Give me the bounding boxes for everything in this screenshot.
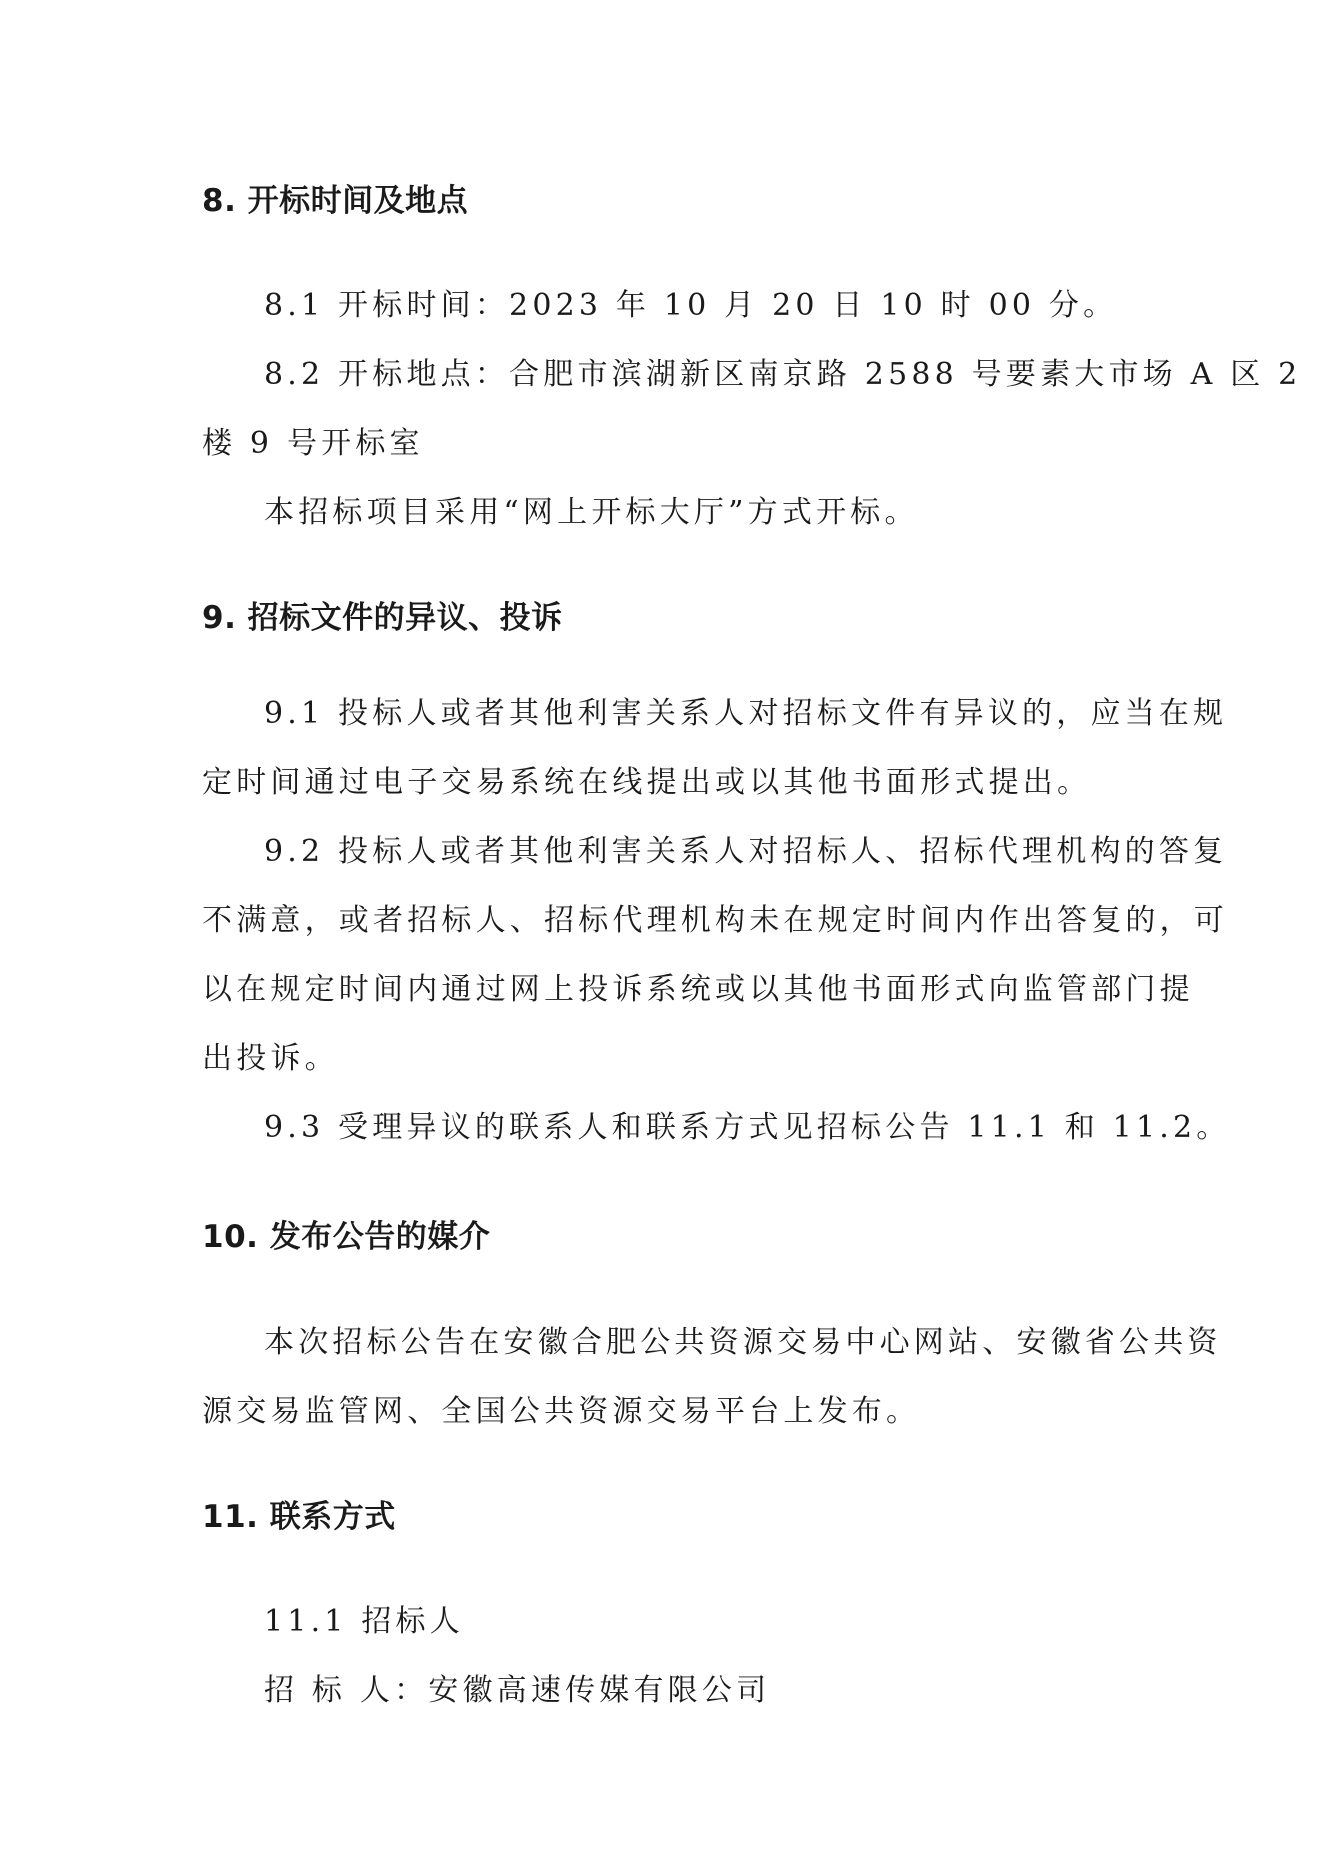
paragraph-line: 不满意，或者招标人、招标代理机构未在规定时间内作出答复的，可 bbox=[202, 903, 1228, 938]
section-heading-8: 8. 开标时间及地点 bbox=[202, 183, 469, 219]
paragraph-line: 定时间通过电子交易系统在线提出或以其他书面形式提出。 bbox=[202, 765, 1092, 800]
paragraph-line: 招 标 人：安徽高速传媒有限公司 bbox=[264, 1673, 771, 1708]
paragraph-line: 8.2 开标地点：合肥市滨湖新区南京路 2588 号要素大市场 A 区 2 bbox=[264, 357, 1302, 392]
paragraph-line: 源交易监管网、全国公共资源交易平台上发布。 bbox=[202, 1394, 921, 1429]
section-heading-11: 11. 联系方式 bbox=[202, 1499, 396, 1535]
section-heading-10: 10. 发布公告的媒介 bbox=[202, 1219, 491, 1255]
paragraph-line: 本招标项目采用“网上开标大厅”方式开标。 bbox=[264, 495, 919, 530]
paragraph-line: 9.2 投标人或者其他利害关系人对招标人、招标代理机构的答复 bbox=[264, 834, 1228, 869]
paragraph-line: 本次招标公告在安徽合肥公共资源交易中心网站、安徽省公共资 bbox=[264, 1325, 1222, 1360]
paragraph-line: 9.1 投标人或者其他利害关系人对招标文件有异议的，应当在规 bbox=[264, 696, 1228, 731]
paragraph-line: 11.1 招标人 bbox=[264, 1604, 464, 1639]
paragraph-line: 9.3 受理异议的联系人和联系方式见招标公告 11.1 和 11.2。 bbox=[264, 1110, 1231, 1145]
paragraph-line: 楼 9 号开标室 bbox=[202, 426, 424, 461]
section-heading-9: 9. 招标文件的异议、投诉 bbox=[202, 600, 563, 636]
paragraph-line: 出投诉。 bbox=[202, 1041, 339, 1076]
paragraph-line: 8.1 开标时间：2023 年 10 月 20 日 10 时 00 分。 bbox=[264, 288, 1118, 323]
paragraph-line: 以在规定时间内通过网上投诉系统或以其他书面形式向监管部门提 bbox=[202, 972, 1194, 1007]
